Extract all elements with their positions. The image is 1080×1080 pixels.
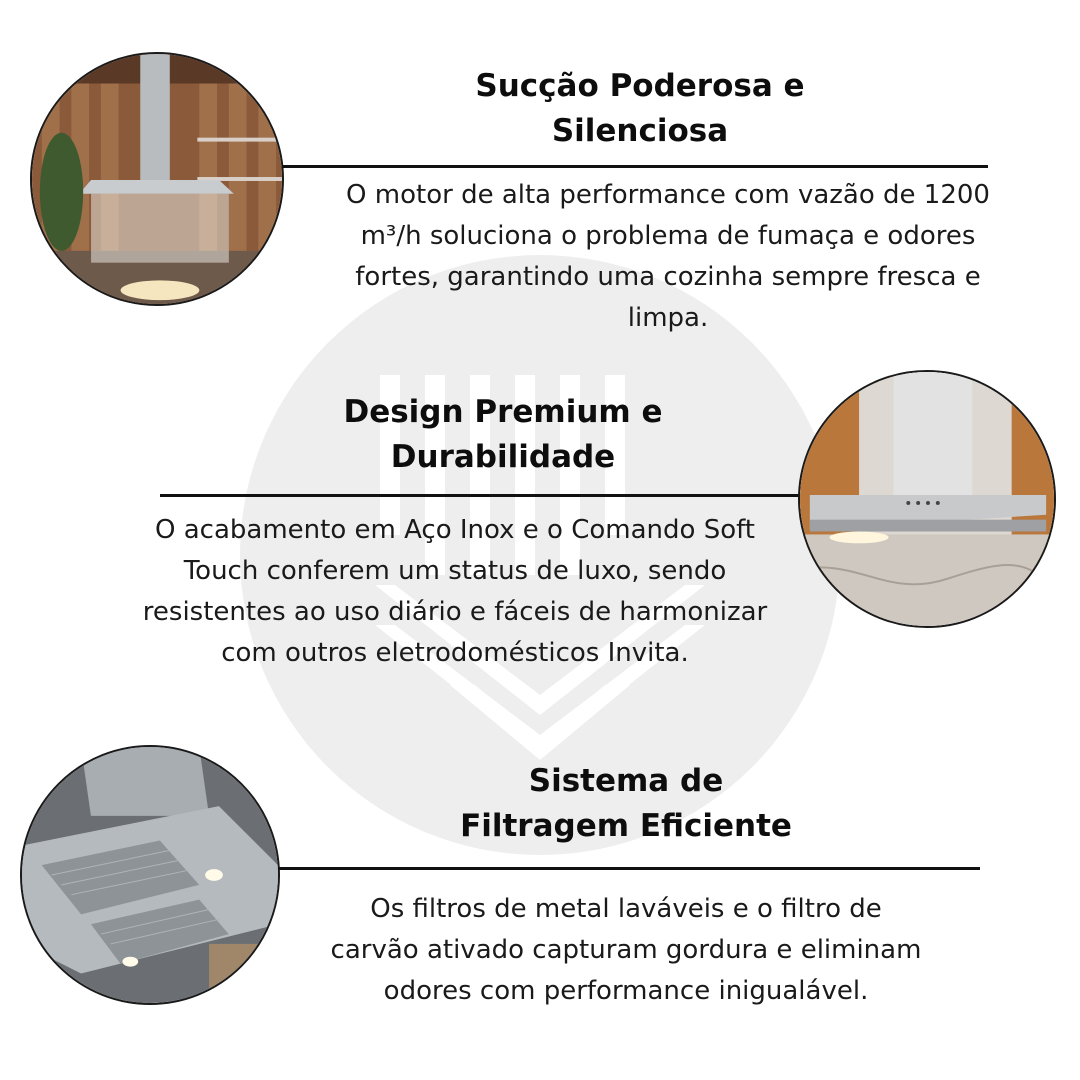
section-3-description [276, 889, 976, 1012]
section-1-line-4: limpa. [627, 303, 709, 333]
section-1-divider [282, 165, 988, 168]
section-1-title [440, 64, 840, 154]
section-1-description [298, 175, 1038, 339]
section-2-line-2: Touch conferem um status de luxo, sendo [183, 556, 727, 586]
photo-island-range-hood [30, 52, 284, 306]
section-2-description [100, 510, 810, 674]
section-2-title-line-1: Design Premium e [343, 394, 663, 430]
section-2-title-line-2: Durabilidade [390, 439, 616, 475]
section-3-divider [278, 867, 980, 870]
section-1-line-2: m³/h soluciona o problema de fumaça e odores [360, 221, 976, 251]
photo-wall-range-hood [798, 370, 1056, 628]
section-3-line-1: Os filtros de metal laváveis e o filtro de [370, 894, 882, 924]
section-3-title-line-2: Filtragem Eficiente [460, 808, 792, 844]
section-1-title-line-1: Sucção Poderosa e [475, 68, 805, 104]
section-1-title-line-2: Silenciosa [551, 113, 729, 149]
section-2-title [303, 390, 703, 480]
section-3-line-2: carvão ativado capturam gordura e eliminam [330, 935, 922, 965]
photo-hood-filters [20, 745, 280, 1005]
section-3-title-line-1: Sistema de [528, 763, 724, 799]
section-1-line-3: fortes, garantindo uma cozinha sempre fresca e [355, 262, 981, 292]
section-2-line-1: O acabamento em Aço Inox e o Comando Soft [155, 515, 755, 545]
section-3-line-3: odores com performance inigualável. [383, 976, 869, 1006]
section-1-line-1: O motor de alta performance com vazão de 1200 [346, 180, 990, 210]
section-3-title [426, 759, 826, 849]
section-2-line-4: com outros eletrodomésticos Invita. [221, 638, 689, 668]
section-2-divider [160, 494, 810, 497]
section-2-line-3: resistentes ao uso diário e fáceis de harmonizar [142, 597, 768, 627]
